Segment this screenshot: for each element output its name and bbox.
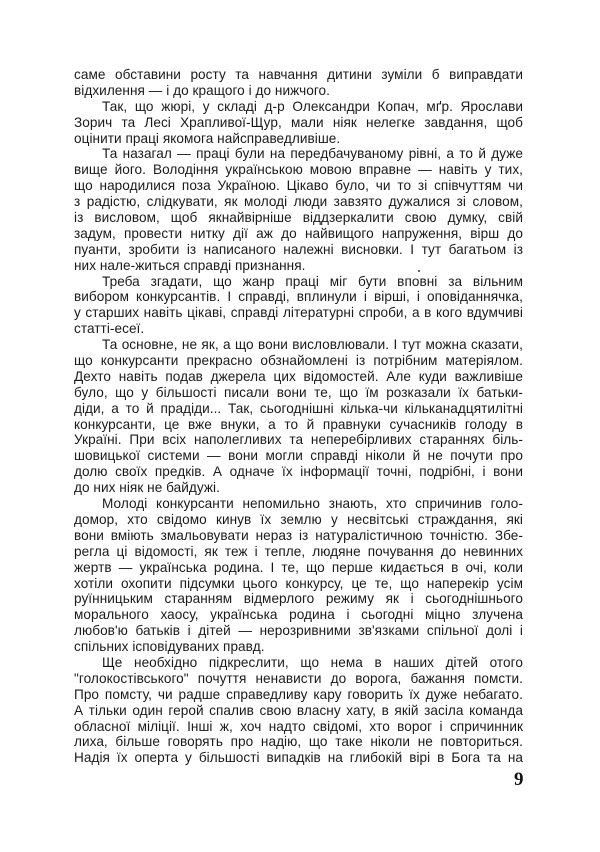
text-line: що конкурсанти прекрасно обзнайомлені із потрібним матеріялом. — [74, 353, 523, 369]
text-line: обласної міліції. Інші ж, хоч надто свідомі, хто ворог і спричинник — [74, 718, 523, 734]
text-line: з радістю, слідкувати, як молоді люди завзято дужалися зі словом, — [74, 194, 523, 210]
text-line: "голокостівського" почуття ненависти до ворога, бажання помсти. — [74, 670, 523, 686]
text-line: спільних ісповідуваних правд. — [74, 639, 265, 655]
text-line: Про помсту, чи радше справедливу кару говорить їх дуже небагато. — [74, 686, 523, 702]
text-line: домор, хто свідомо кинув їх землю у несвітські страждання, які — [74, 511, 523, 527]
paragraph — [74, 337, 523, 496]
paragraph — [74, 146, 523, 273]
paragraph — [74, 655, 523, 766]
text-line: Молоді конкурсанти непомильно знають, хто спричинив голо- — [102, 496, 523, 512]
text-line: із висловом, щоб якнайвірніше віддзеркалити свою думку, свій — [74, 210, 523, 226]
text-line: відхилення — і до кращого і до нижчого. — [74, 82, 330, 98]
text-line: Дехто навіть подав джерела цих відомостей. Але куди важливіше — [74, 368, 523, 384]
scan-speck — [418, 270, 420, 272]
text-line: вони вміють змальовувати нераз із натуралістичною точністю. Збе- — [74, 527, 523, 543]
text-line: регла ці відомості, як теж і тепле, людяне почування до невинних — [74, 543, 523, 559]
text-line: хотіли охопити підсумки цього конкурсу, це те, що наперекір усім — [74, 575, 523, 591]
text-line: Так, що жюрі, у складі д-р Олександри Копач, мґр. Ярослави — [102, 98, 523, 114]
text-line: вище його. Володіння українською мовою вправне — навіть у тих, — [74, 162, 523, 178]
text-line: Ще необхідно підкреслити, що нема в наших дітей отого — [102, 654, 523, 670]
text-line: них нале-житься справді признання. — [74, 257, 306, 273]
text-line: Надія їх оперта у більшості випадків на глибокій вірі в Бога та на — [74, 750, 523, 766]
text-line: пуанти, зробити із написаного належні висновки. І тут багатьом із — [74, 241, 523, 257]
text-line: до них ніяк не байдужі. — [74, 480, 220, 496]
text-line: саме обставини росту та навчання дитини зуміли б виправдати — [74, 67, 523, 82]
text-line: статті-есеї. — [74, 321, 145, 337]
page-number: 9 — [514, 769, 524, 790]
text-line: любов'ю батьків і дітей — нерозривними зв'язками спільної долі і — [74, 623, 523, 639]
paragraph — [74, 99, 523, 147]
text-line: лиха, більше говорять про надію, що таке ніколи не повториться. — [74, 734, 523, 750]
text-line: вибором конкурсантів. І справді, вплинули і вірші, і оповіданнячка, — [74, 289, 523, 305]
text-line: морального хаосу, українська родина і сьогодні міцно злучена — [74, 607, 523, 623]
text-line: конкурсанти, це вже внуки, а то й правнуки сучасників голоду в — [74, 416, 523, 432]
body-text — [74, 67, 523, 766]
text-line: було, що у більшості писали вони те, що їм розказали їх батьки- — [74, 384, 523, 400]
text-line: діди, а то й прадіди... Так, сьогоднішні кілька-чи кільканадцятилітні — [74, 400, 523, 416]
text-line: у старших навіть цікаві, справді літературні спроби, а в кого вдумчиві — [74, 305, 523, 321]
text-line: задум, провести нитку дії аж до найвищого напруження, вірш до — [74, 225, 523, 241]
text-line: Україні. При всіх наполегливих та неперебірливих стараннях біль- — [74, 432, 523, 448]
text-line: що народилися поза Україною. Цікаво було, чи то зі співчуттям чи — [74, 178, 523, 194]
text-line: Зорич та Лесі Храпливої-Щур, мали ніяк нелегке завдання, щоб — [74, 114, 523, 130]
paragraph — [74, 496, 523, 655]
text-line: А тільки один герой спалив свою власну хату, в якій засіла команда — [74, 702, 523, 718]
text-line: жертв — українська родина. І те, що перше кидається в очі, коли — [74, 559, 523, 575]
text-line: Та назагал — праці були на передбачуваному рівні, а то й дуже — [102, 146, 523, 162]
text-line: оцінити праці якомога найсправедливіше. — [74, 130, 341, 146]
text-line: долю своїх предків. А одначе їх інформації точні, подрібні, і вони — [74, 464, 523, 480]
paragraph — [74, 274, 523, 338]
text-line: Треба згадати, що жанр праці міг бути вповні за вільним — [102, 273, 523, 289]
paragraph — [74, 67, 523, 99]
text-line: шовицької системи — вони могли справді ніколи й не почути про — [74, 448, 523, 464]
text-line: руїнницьким старанням відмерлого режиму як і сьогоднішнього — [74, 591, 523, 607]
text-line: Та основне, не як, а що вони висловлювали. І тут можна сказати, — [102, 337, 523, 353]
